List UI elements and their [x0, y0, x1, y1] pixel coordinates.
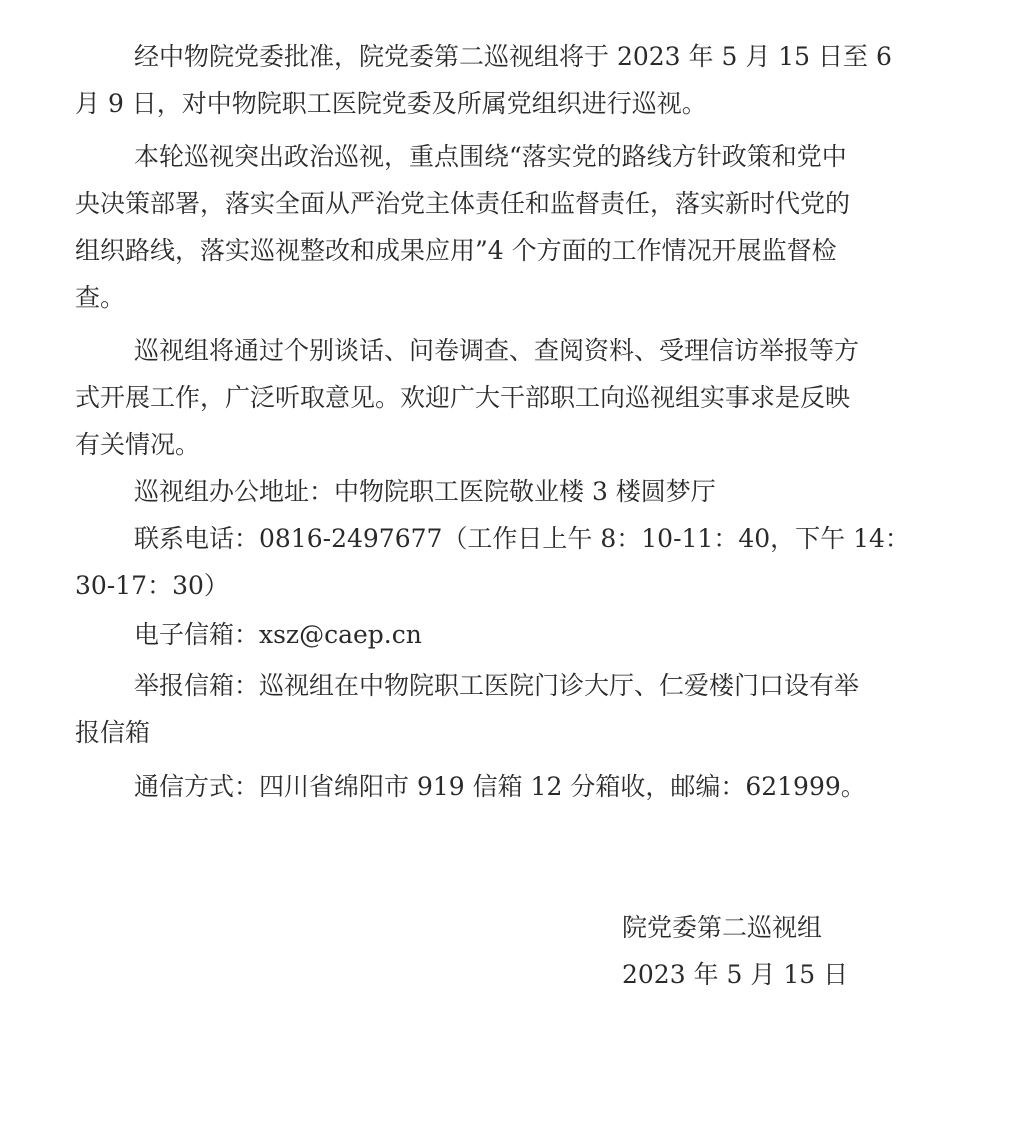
contact-email: 电子信箱：xsz@caep.cn: [134, 620, 422, 649]
office-address: 巡视组办公地址：中物院职工医院敬业楼 3 楼圆梦厅: [134, 477, 716, 506]
contact-phone-line-2: 30-17：30）: [75, 571, 229, 600]
mailing-address: 通信方式：四川省绵阳市 919 信箱 12 分箱收，邮编：621999。: [134, 772, 866, 801]
paragraph-2-line-2: 央决策部署，落实全面从严治党主体责任和监督责任，落实新时代党的: [75, 189, 851, 218]
paragraph-2-line-3: 组织路线，落实巡视整改和成果应用”4 个方面的工作情况开展监督检: [75, 236, 837, 265]
report-box-line-2: 报信箱: [75, 718, 151, 747]
report-box-line-1: 举报信箱：巡视组在中物院职工医院门诊大厅、仁爱楼门口设有举: [134, 671, 860, 700]
paragraph-3-line-2: 式开展工作，广泛听取意见。欢迎广大干部职工向巡视组实事求是反映: [75, 383, 851, 412]
paragraph-3-line-3: 有关情况。: [75, 430, 201, 459]
paragraph-3-line-1: 巡视组将通过个别谈话、问卷调查、查阅资料、受理信访举报等方: [134, 336, 860, 365]
signature-date: 2023 年 5 月 15 日: [622, 960, 849, 989]
contact-phone-line-1: 联系电话：0816-2497677（工作日上午 8：10-11：40，下午 14：: [134, 524, 910, 553]
paragraph-1-line-2: 月 9 日，对中物院职工医院党委及所属党组织进行巡视。: [75, 89, 707, 118]
paragraph-2-line-1: 本轮巡视突出政治巡视，重点围绕“落实党的路线方针政策和党中: [134, 142, 847, 171]
paragraph-1-line-1: 经中物院党委批准，院党委第二巡视组将于 2023 年 5 月 15 日至 6: [134, 42, 892, 71]
signature-org: 院党委第二巡视组: [622, 913, 823, 942]
paragraph-2-line-4: 查。: [75, 283, 126, 312]
